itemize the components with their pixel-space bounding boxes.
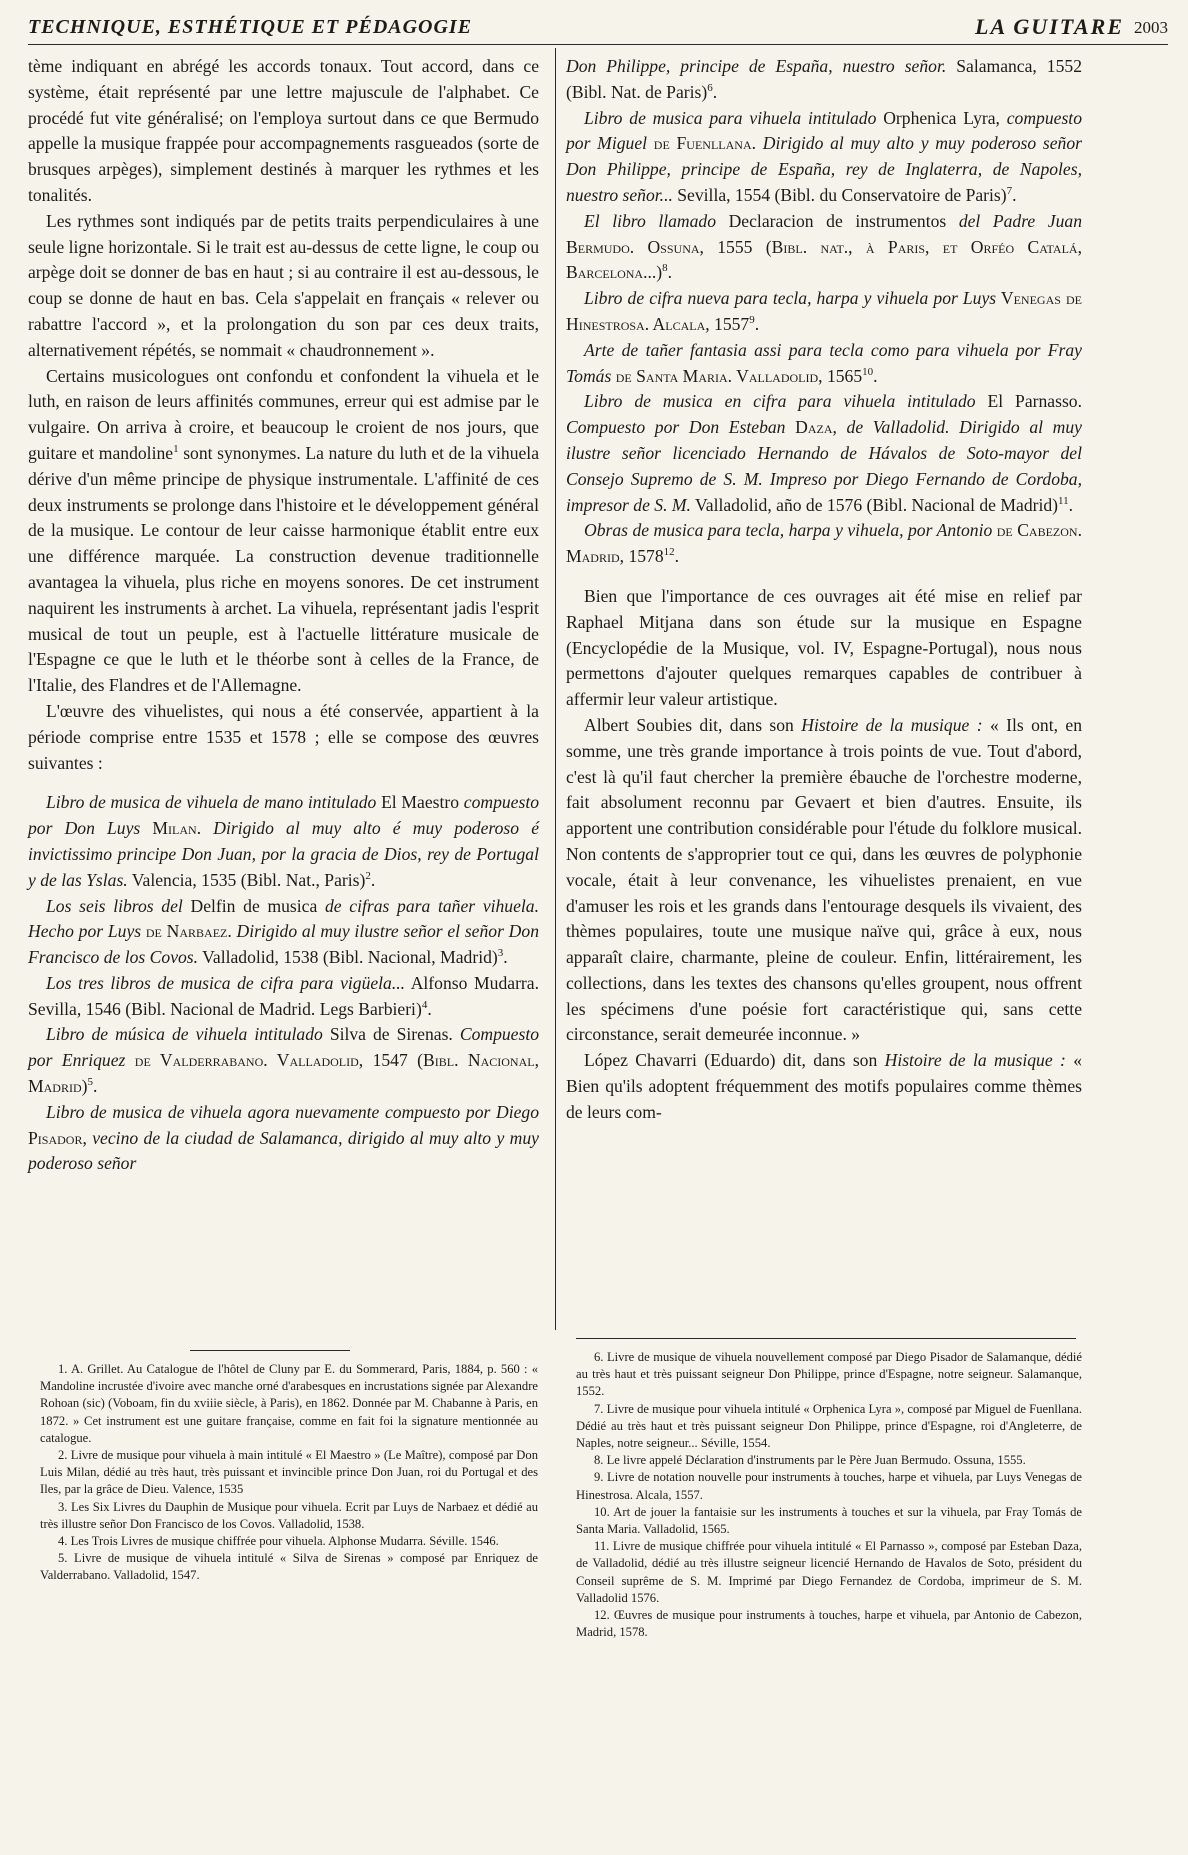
text-run: Milan. — [140, 818, 214, 839]
book-entry: Don Philippe, principe de España, nuestro señor. Salamanca, 1552 (Bibl. Nat. de Paris)$^6$. — [566, 56, 1082, 102]
footnote: 8. Le livre appelé Déclaration d'instruments par le Père Juan Bermudo. Ossuna, 1555. — [594, 1453, 1026, 1468]
text-run: Declaracion de instrumentos — [716, 210, 959, 231]
text-run: vecino de la ciudad de Salamanca, dirigido al muy alto y muy poderoso señor — [28, 1127, 539, 1174]
text-run: Silva de Sirenas. — [322, 1024, 460, 1045]
text-run: Valladolid, 1538 (Bibl. Nacional, Madrid) — [198, 947, 498, 968]
text-run: de Cabezon. Madrid, 1578 — [566, 520, 1082, 567]
text-run: « Ils ont, en somme, une très grande importance à trois points de vue. Tout d'abord, c'est là qu'il faut chercher la première ébauche de l'orchestre moderne, fait absolument reconnu par Gevaert et bien d'autres. Ensuite, ils apportent une contribution considérable pour l'étude du folklore musical. Non contents de s'approprier tout ce qui, dans les œuvres de polyphonie vocale, était à leur convenance, les vihuelistes prenaient, en vue d'amuser les rois et les grands dans l'entourage desquels ils vivaient, des thèmes populaires, toute une musique naïve qui, grâce à eux, nous apparaît claire, charmante, pleine de couleur. Enfin, littérairement, les collections, dans les textes des chansons qu'elles groupent, nous offrent les spécimens d'une poésie fort caractéristique qui, sans cette circonstance, serait demeurée inconnue. » — [566, 714, 1082, 1045]
footnote-ref: 8 — [662, 262, 668, 275]
footnote: 5. Livre de musique de vihuela intitulé « Silva de Sirenas » composé par Enriquez de Valderrabano. Valladolid, 1547. — [40, 1551, 538, 1583]
text-run: compuesto por Don Luys — [28, 792, 540, 839]
text-run: de Narbaez. — [141, 921, 237, 942]
text-run: Venegas de Hinestrosa. Alcala, 1557 — [566, 288, 1082, 334]
footnote-ref: 11 — [1058, 494, 1069, 507]
footnote-ref: 1 — [173, 443, 179, 456]
footnote: 12. Œuvres de musique pour instruments à touches, harpe et vihuela, par Antonio de Cabezon, Madrid, 1578. — [576, 1608, 1082, 1640]
text-run: Compuesto por Don Esteban — [566, 417, 786, 438]
text-run: Certains musicologues ont confondu et confondent la vihuela et le luth, en raison de leurs affinités communes, erreur qui est admise par le vulgaire. On arriva à croire, et beaucoup le croient de nos jours, que guitare et mandoline — [28, 365, 539, 463]
book-entry: Los seis libros del Delfin de musica de cifras para tañer vihuela. Hecho por Luys de Narbaez. Dirigido al muy ilustre señor el señor Don Francisco de los Covos. Valladolid, 1538 (Bibl. Nacional, Madrid)$^3$. — [28, 895, 539, 968]
footnote-separator — [190, 1350, 350, 1351]
footnote-separator — [576, 1338, 1076, 1339]
footnotes-left — [40, 1350, 538, 1585]
text-run: Los tres libros de musica de cifra para vigüela... — [46, 972, 406, 993]
text-run: Bermudo. Ossuna, 1555 (Bibl. nat., à Paris, et Orféo Catalá, Barcelona...) — [566, 236, 1082, 283]
text-run: Pisador, — [28, 1127, 93, 1148]
footnote: 4. Les Trois Livres de musique chiffrée pour vihuela. Alphonse Mudarra. Séville. 1546. — [58, 1534, 499, 1549]
text-run: Los seis libros del — [46, 895, 183, 916]
text-run: Daza, — [785, 417, 847, 438]
footnote: 11. Livre de musique chiffrée pour vihuela intitulé « El Parnasso », composé par Esteban Daza, de Valladolid, dédié au très illustre seigneur licencié Hernando de Havalos de Soto, président du Conseil suprême de S. M. Imprimé par Diego Fernandez de Cordoba, imprimeur de S. M. Valladolid 1576. — [576, 1539, 1082, 1605]
text-run: Albert Soubies dit, dans son — [584, 714, 794, 735]
left-column — [28, 54, 539, 1177]
text-run: compuesto por Miguel — [566, 107, 1082, 154]
text-run: Libro de musica de vihuela agora nuevamente compuesto por Diego — [46, 1101, 539, 1122]
text-run: Alfonso Mudarra. Sevilla, 1546 (Bibl. Nacional de Madrid. Legs Barbieri) — [28, 972, 539, 1019]
text-run: de Fuenllana. — [647, 133, 763, 154]
footnote: 2. Livre de musique pour vihuela à main intitulé « El Maestro » (Le Maître), composé par Don Luis Milan, dédié au très haut, très puissant et invincible prince Don Juan, roi du Portugal et des Iles, par la grâce de Dieu. Valence, 1535 — [40, 1448, 538, 1497]
book-entry: Libro de cifra nueva para tecla, harpa y vihuela por Luys Venegas de Hinestrosa. Alcala, 1557$^9$. — [566, 288, 1082, 334]
paragraph — [566, 713, 1082, 1048]
text-run: Libro de cifra nueva para tecla, harpa y vihuela por Luys — [584, 288, 997, 309]
text-run: López Chavarri (Eduardo) dit, dans son — [584, 1050, 878, 1071]
footnote: 1. A. Grillet. Au Catalogue de l'hôtel de Cluny par E. du Sommerard, Paris, 1884, p. 560 : « Mandoline incrustée d'ivoire avec manche orné d'arabesques en incrustations signée par Alexandre Rohoan (sic) (Voboam, fin du xviiie siècle, à Paris), en 1862. Donnée par M. Chabanne à Paris, en 1872. » Cet instrument est une guitare française, comme en fait foi la signature mentionnée au catalogue. — [40, 1362, 538, 1445]
text-run: Libro de musica en cifra para vihuela intitulado — [584, 391, 976, 412]
text-run: de Valladolid. Dirigido al muy ilustre señor licenciado Hernando de Hávalos de Soto-mayor del Consejo Supremo de S. M. Impreso por Diego Fernando de Cordoba, impresor de S. M. — [566, 417, 1082, 515]
paragraph: Les rythmes sont indiqués par de petits traits perpendiculaires à une seule ligne horizontale. Si le trait est au-dessus de cette ligne, le coup ou arpège doit se donner de bas en haut ; si au contraire il est au-dessous, le coup se donne de haut en bas. Cela s'appelait en français « relever ou rabattre l'accord », et la prolongation du son par ces deux traits, alternativement répétés, se nommait « chaudronnement ». — [28, 210, 539, 360]
footnote: 10. Art de jouer la fantaisie sur les instruments à touches et sur la vihuela, par Fray Tomás de Santa Maria. Valladolid, 1565. — [576, 1504, 1082, 1537]
text-run: El Maestro — [376, 792, 464, 813]
footnote: 3. Les Six Livres du Dauphin de Musique pour vihuela. Ecrit par Luys de Narbaez et dédié au très illustre señor Don Francisco de los Covos. Valladolid, 1538. — [40, 1499, 538, 1531]
text-run: Histoire de la musique : — [877, 1050, 1074, 1071]
text-run: Valencia, 1535 (Bibl. Nat., Paris) — [127, 869, 366, 890]
page-number: 2003 — [1134, 18, 1168, 37]
book-entry: Libro de musica de vihuela de mano intitulado El Maestro compuesto por Don Luys Milan. Dirigido al muy alto é muy poderoso é invictissimo principe Don Juan, por la gracia de Dios, rey de Portugal y de las Yslas. Valencia, 1535 (Bibl. Nat., Paris)$^2$. — [28, 792, 540, 890]
book-entry: El libro llamado Declaracion de instrumentos del Padre Juan Bermudo. Ossuna, 1555 (Bibl. nat., à Paris, et Orféo Catalá, Barcelona...)$^8$. — [566, 210, 1082, 283]
text-run: Delfin de musica — [182, 895, 325, 916]
text-run: de Santa Maria. Valladolid, 1565 — [611, 365, 863, 386]
text-run: Salamanca, 1552 (Bibl. Nat. de Paris) — [566, 56, 1082, 102]
paragraph: L'œuvre des vihuelistes, qui nous a été conservée, appartient à la période comprise entre 1535 et 1578 ; elle se compose des œuvres suivantes : — [28, 700, 539, 773]
right-column — [566, 54, 1082, 1126]
footnote-ref: 10 — [862, 365, 874, 378]
footnote-ref: 4 — [421, 998, 428, 1011]
paragraph — [28, 364, 539, 699]
text-run: « Bien qu'ils adoptent fréquemment des motifs populaires comme thèmes de leurs com- — [566, 1050, 1082, 1122]
text-run: del Padre Juan — [958, 210, 1082, 231]
text-run: Don Philippe, principe de España, nuestro señor. — [566, 56, 947, 76]
text-run: de Valderrabano. Valladolid, 1547 (Bibl. Nacional, Madrid) — [28, 1050, 539, 1097]
book-entry: Arte de tañer fantasia assi para tecla como para vihuela por Fray Tomás de Santa Maria. Valladolid, 1565$^{10}$. — [566, 339, 1082, 386]
text-run: Arte de tañer fantasia assi para tecla como para vihuela por Fray Tomás — [566, 339, 1082, 386]
text-run: Histoire de la musique : — [793, 714, 990, 735]
paragraph: Bien que l'importance de ces ouvrages ait été mise en relief par Raphael Mitjana dans son étude sur la musique en Espagne (Encyclopédie de la Musique, vol. IV, Espagne-Portugal), nous nous permettons d'ajouter quelques remarques capables de contribuer à affermir leur valeur artistique. — [566, 585, 1082, 710]
running-header — [28, 10, 1168, 45]
text-run: de cifras para tañer vihuela. Hecho por Luys — [28, 895, 539, 942]
text-run: El libro llamado — [584, 210, 717, 231]
footnote-ref: 2 — [365, 869, 371, 882]
paragraph: tème indiquant en abrégé les accords tonaux. Tout accord, dans ce système, était représenté par une lettre majuscule de l'alphabet. Ce procédé fut vite généralisé; on l'employa surtout dans ce que Bermudo appelle la musique frappée pour accompagnements rasgueados (sorte de brusques arpèges), simplement destinés à marquer les rythmes et les tonalités. — [28, 56, 539, 205]
footnote-ref: 7 — [1006, 185, 1013, 198]
book-entry: Los tres libros de musica de cifra para vigüela... Alfonso Mudarra. Sevilla, 1546 (Bibl. Nacional de Madrid. Legs Barbieri)$^4$. — [28, 972, 539, 1019]
book-entry: Libro de musica para vihuela intitulado Orphenica Lyra, compuesto por Miguel de Fuenllana. Dirigido al muy alto y muy poderoso señor Don Philippe, principe de España, rey de Inglaterra, de Napoles, nuestro señor... Sevilla, 1554 (Bibl. du Conservatoire de Paris)$^7$. — [566, 107, 1082, 205]
footnote-ref: 3 — [497, 947, 504, 960]
footnote: 7. Livre de musique pour vihuela intitulé « Orphenica Lyra », composé par Miguel de Fuenllana. Dédié au très haut et très puissant seigneur Don Philippe, prince d'Espagne, roi d'Angleterre, de Naples, notre seigneur... Séville, 1554. — [576, 1401, 1082, 1451]
book-entry: Libro de musica en cifra para vihuela intitulado El Parnasso. Compuesto por Don Esteban Daza, de Valladolid. Dirigido al muy ilustre señor licenciado Hernando de Hávalos de Soto-mayor del Consejo Supremo de S. M. Impreso por Diego Fernando de Cordoba, impresor de S. M. Valladolid, año de 1576 (Bibl. Nacional de Madrid)$^{11}$. — [566, 391, 1082, 515]
text-run: Dirigido al muy alto y muy poderoso señor Don Philippe, principe de España, rey de Inglaterra, de Napoles, nuestro señor... — [566, 133, 1082, 205]
column-divider — [555, 48, 556, 1330]
text-run: Orphenica Lyra, — [876, 107, 1007, 128]
footnote-ref: 5 — [87, 1076, 94, 1089]
text-run: Libro de musica para vihuela intitulado — [584, 107, 877, 128]
footnote-ref: 9 — [749, 314, 755, 327]
footnotes-right — [576, 1338, 1082, 1641]
text-run: Valladolid, año de 1576 (Bibl. Nacional de Madrid) — [690, 494, 1059, 515]
footnote-ref: 6 — [707, 81, 713, 94]
text-run: Sevilla, 1554 (Bibl. du Conservatoire de Paris) — [672, 184, 1007, 205]
text-run: Compuesto por Enriquez — [28, 1024, 540, 1071]
text-run: Libro de musica de vihuela de mano intitulado — [46, 792, 377, 813]
text-run: Dirigido al muy alto é muy poderoso é invictissimo principe Don Juan, por la gracia de Dios, rey de Portugal y de las Yslas. — [28, 818, 540, 890]
footnote: 6. Livre de musique de vihuela nouvellement composé par Diego Pisador de Salamanque, dédié au très haut et très puissant seigneur Don Philippe, prince d'Espagne, notre seigneur. Salamanque, 1552. — [576, 1350, 1082, 1399]
text-run: Dirigido al muy ilustre señor el señor Don Francisco de los Covos. — [28, 921, 539, 968]
text-run: Libro de música de vihuela intitulado — [46, 1024, 323, 1045]
text-run: El Parnasso. — [975, 391, 1082, 412]
book-entry: Obras de musica para tecla, harpa y vihuela, por Antonio de Cabezon. Madrid, 1578$^{12}$. — [566, 520, 1082, 567]
paragraph — [566, 1048, 1082, 1125]
book-entry: Libro de música de vihuela intitulado Silva de Sirenas. Compuesto por Enriquez de Valderrabano. Valladolid, 1547 (Bibl. Nacional, Madrid)$^5$. — [28, 1024, 540, 1097]
text-run: Obras de musica para tecla, harpa y vihuela, por Antonio — [584, 520, 993, 541]
footnote: 9. Livre de notation nouvelle pour instruments à touches, harpe et vihuela, par Luys Venegas de Hinestrosa. Alcala, 1557. — [576, 1470, 1082, 1502]
header-section-title: TECHNIQUE, ESTHÉTIQUE ET PÉDAGOGIE — [28, 16, 473, 38]
text-run: sont synonymes. La nature du luth et de la vihuela dérive d'un même principe de physique instrumentale. L'affinité de ces deux instruments se prolonge dans l'histoire et le développement général de la musique. Le contour de leur caisse harmonique établit entre eux une différence marquée. La construction devenue traditionnelle avantagea la vihuela, plus riche en moyens sonores. De cet instrument naquirent les instruments à archet. La vihuela, représentant jadis l'esprit musical de tout un peuple, est à l'actuelle littérature musicale de l'Espagne ce que le luth et le théorbe sont à celles de la France, de l'Italie, des Flandres et de l'Allemagne. — [28, 442, 540, 696]
footnote-ref: 12 — [663, 546, 675, 559]
book-entry — [28, 1100, 539, 1177]
header-journal-title: LA GUITARE — [975, 14, 1124, 39]
